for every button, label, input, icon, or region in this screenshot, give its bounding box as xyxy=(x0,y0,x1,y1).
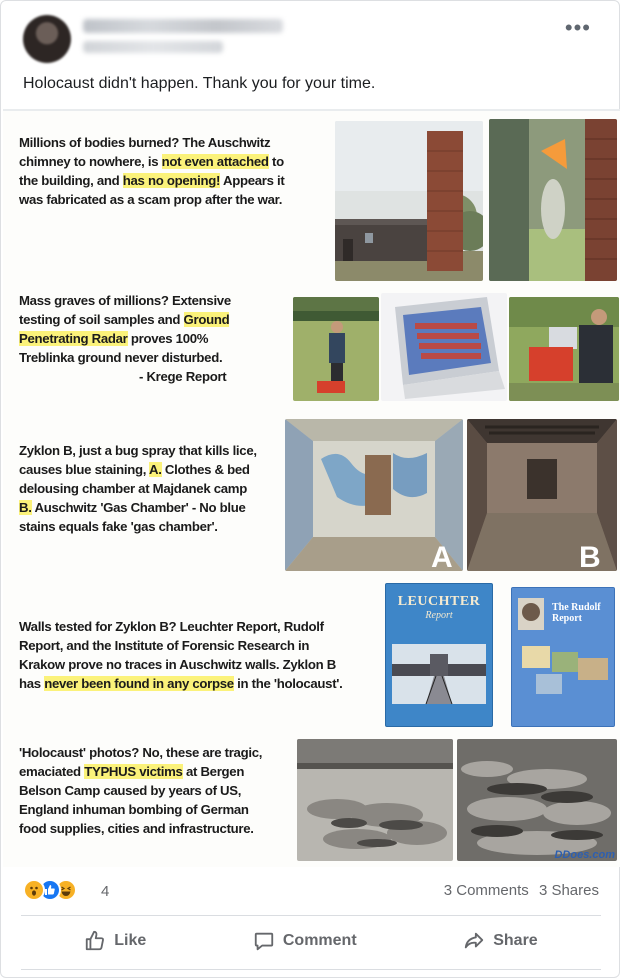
post-header xyxy=(1,1,620,111)
text-segment: has xyxy=(19,676,45,691)
photo-label-a: A xyxy=(431,541,453,571)
text-segment: stains equals fake 'gas chamber'. xyxy=(19,519,218,534)
comment-icon xyxy=(253,930,275,952)
highlighted-text: has no opening! xyxy=(122,173,221,188)
text-segment: Krakow prove no traces in Auschwitz walls. Zyklon B xyxy=(19,657,336,672)
meme-text-line xyxy=(19,133,284,152)
meme-text-line xyxy=(19,655,343,674)
meme-text-line xyxy=(19,329,231,348)
photo-label-b: B xyxy=(579,541,601,571)
book-subtitle: Report xyxy=(425,610,453,621)
highlighted-text: TYPHUS victims xyxy=(84,764,183,779)
text-segment: in the 'holocaust'. xyxy=(233,676,343,691)
meme-text-line xyxy=(19,171,284,190)
meme-section-photos xyxy=(3,729,620,867)
meme-text-line xyxy=(19,617,343,636)
post-timestamp-redacted[interactable] xyxy=(83,41,223,53)
action-bar xyxy=(1,917,620,965)
meme-image[interactable] xyxy=(3,109,620,867)
text-segment: the building, and xyxy=(19,173,123,188)
text-segment: Treblinka ground never disturbed. xyxy=(19,350,223,365)
avatar[interactable] xyxy=(23,15,71,63)
thumbs-up-icon xyxy=(84,930,106,952)
text-segment: Millions of bodies burned? The Auschwitz xyxy=(19,135,271,150)
radar-operator-photo xyxy=(509,297,619,401)
meme-text xyxy=(19,441,257,536)
radar-field-photo xyxy=(293,297,379,401)
radar-laptop-photo xyxy=(381,293,507,401)
text-segment: was fabricated as a scam prop after the war. xyxy=(19,192,283,207)
text-segment: Auschwitz 'Gas Chamber' - No blue xyxy=(31,500,246,515)
share-icon xyxy=(463,930,485,952)
meme-text-line xyxy=(19,291,231,310)
wow-icon xyxy=(23,879,45,901)
divider xyxy=(21,915,601,916)
text-segment: at Bergen xyxy=(182,764,245,779)
meme-text-line xyxy=(19,517,257,536)
comment-button[interactable] xyxy=(233,924,377,958)
meme-text-line xyxy=(19,348,231,367)
highlighted-text: never been found in any corpse xyxy=(44,676,234,691)
meme-text-line xyxy=(19,674,343,693)
meme-text-line xyxy=(19,190,284,209)
meme-text-line xyxy=(19,441,257,460)
text-segment: 'Holocaust' photos? No, these are tragic, xyxy=(19,745,263,760)
text-segment: testing of soil samples and xyxy=(19,312,184,327)
book-title: The Rudolf Report xyxy=(552,602,601,624)
book-title: LEUCHTER xyxy=(397,594,481,609)
text-segment: food supplies, cities and infrastructure. xyxy=(19,821,254,836)
meme-text-line xyxy=(19,781,262,800)
engagement-stats xyxy=(438,882,599,899)
reaction-icons[interactable] xyxy=(23,879,83,903)
text-segment: emaciated xyxy=(19,764,85,779)
meme-section-reports xyxy=(3,575,620,729)
text-segment: Mass graves of millions? Extensive xyxy=(19,293,231,308)
camp-photo-left xyxy=(297,739,453,861)
text-segment: Belson Camp caused by years of US, xyxy=(19,783,242,798)
meme-text-line xyxy=(19,762,262,781)
text-segment: Clothes & bed xyxy=(161,462,250,477)
text-segment: - Krege Report xyxy=(139,369,227,384)
meme-text-line xyxy=(19,800,262,819)
highlighted-text: not even attached xyxy=(161,154,269,169)
highlighted-text: B. xyxy=(19,500,32,515)
post-text: Holocaust didn't happen. Thank you for your time. xyxy=(23,75,376,92)
reactions-bar xyxy=(1,871,620,911)
meme-text-line xyxy=(19,310,231,329)
meme-section-chimney xyxy=(3,111,620,283)
comments-count[interactable]: 3 Comments xyxy=(443,882,529,899)
meme-section-zyklon xyxy=(3,403,620,575)
share-label: Share xyxy=(493,932,538,949)
text-segment: proves 100% xyxy=(127,331,209,346)
text-segment: Walls tested for Zyklon B? Leuchter Report, Rudolf xyxy=(19,619,324,634)
author-name-redacted[interactable] xyxy=(83,19,283,33)
reaction-count[interactable]: 4 xyxy=(101,883,110,900)
shares-count[interactable]: 3 Shares xyxy=(538,882,599,899)
chimney-photo xyxy=(335,121,483,281)
chamber-a-photo xyxy=(285,419,463,571)
chamber-b-photo xyxy=(467,419,617,571)
like-button[interactable] xyxy=(64,924,166,958)
highlighted-text: Ground xyxy=(183,312,230,327)
share-button[interactable] xyxy=(443,924,557,958)
highlighted-text: A. xyxy=(148,462,162,477)
meme-text-line xyxy=(19,743,262,762)
text-segment: Zyklon B, just a bug spray that kills lice, xyxy=(19,443,257,458)
comment-label: Comment xyxy=(282,932,357,949)
meme-text xyxy=(19,133,284,209)
text-segment: chimney to nowhere, is xyxy=(19,154,162,169)
meme-text xyxy=(19,291,231,386)
meme-text-line xyxy=(19,498,257,517)
text-segment: Report, and the Institute of Forensic Research in xyxy=(19,638,310,653)
like-label: Like xyxy=(114,932,147,949)
meme-text-line xyxy=(19,152,284,171)
watermark: DDoes.com xyxy=(554,849,615,861)
meme-section-radar xyxy=(3,283,620,403)
rudolf-report-book xyxy=(511,587,615,727)
text-segment: England inhuman bombing of German xyxy=(19,802,249,817)
text-segment: Appears it xyxy=(220,173,285,188)
text-segment: delousing chamber at Majdanek camp xyxy=(19,481,247,496)
meme-text-line xyxy=(19,819,262,838)
meme-text xyxy=(19,617,343,693)
more-options-icon[interactable]: ••• xyxy=(564,15,591,40)
highlighted-text: Penetrating Radar xyxy=(19,331,128,346)
meme-text-line xyxy=(19,367,231,386)
meme-text-line xyxy=(19,460,257,479)
divider xyxy=(21,969,601,970)
meme-text-line xyxy=(19,636,343,655)
meme-text xyxy=(19,743,262,838)
text-segment: to xyxy=(268,154,284,169)
meme-text-line xyxy=(19,479,257,498)
camp-photo-right xyxy=(457,739,617,861)
leuchter-report-book xyxy=(385,583,493,727)
chimney-closeup-photo xyxy=(489,119,617,281)
text-segment: causes blue staining, xyxy=(19,462,149,477)
